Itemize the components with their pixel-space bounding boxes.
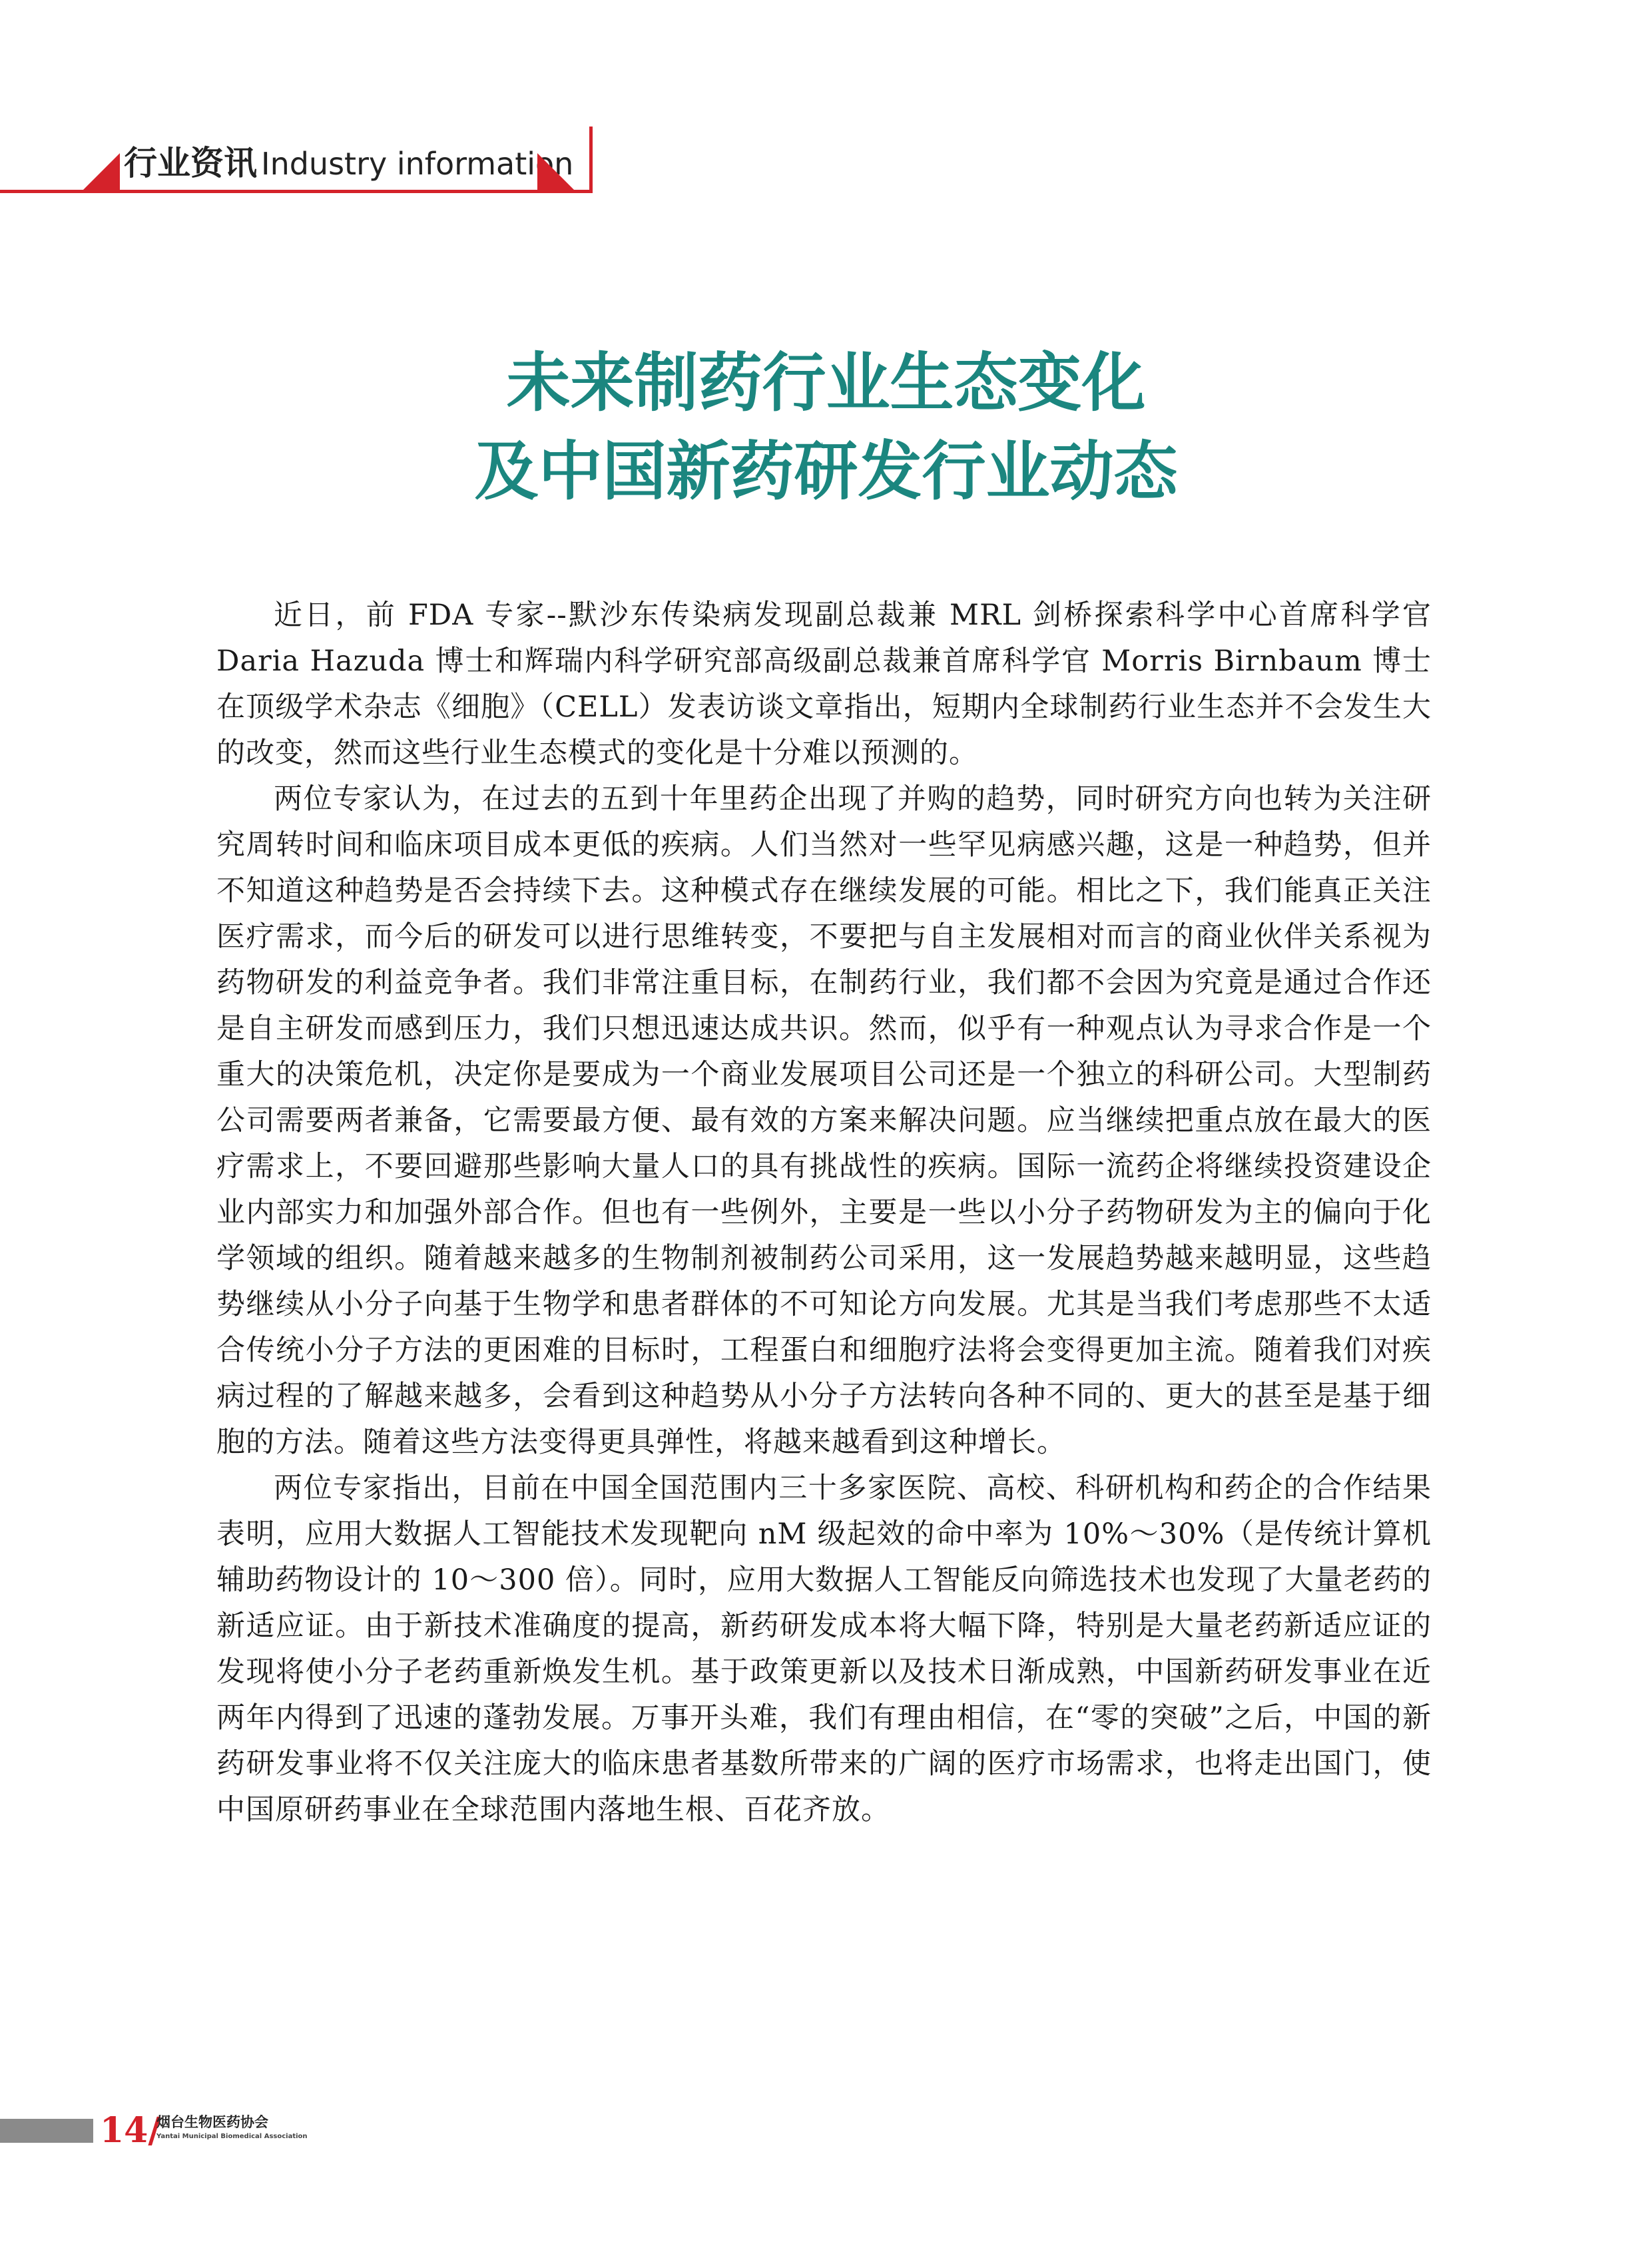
- section-label-cn: 行业资讯: [124, 144, 257, 182]
- header-divider-horizontal: [0, 190, 593, 193]
- footer-bar: [0, 2119, 93, 2143]
- paragraph-1: 近日，前 FDA 专家--默沙东传染病发现副总裁兼 MRL 剑桥探索科学中心首席科学官 Daria Hazuda 博士和辉瑞内科学研究部高级副总裁兼首席科学官 Morris Birnbaum 博士在顶级学术杂志《细胞》（CELL）发表访谈文章指出，短期内全球制药行业生态并不会发生大的改变，然而这些行业生态模式的变化是十分难以预测的。: [216, 599, 1432, 770]
- page-number: 14/: [100, 2110, 161, 2151]
- section-header: [0, 127, 593, 193]
- paragraph-2: 两位专家认为，在过去的五到十年里药企出现了并购的趋势，同时研究方向也转为关注研究周转时间和临床项目成本更低的疾病。人们当然对一些罕见病感兴趣，这是一种趋势，但并不知道这种趋势是否会持续下去。这种模式存在继续发展的可能。相比之下，我们能真正关注医疗需求，而今后的研发可以进行思维转变，不要把与自主发展相对而言的商业伙伴关系视为药物研发的利益竞争者。我们非常注重目标，在制药行业，我们都不会因为究竟是通过合作还是自主研发而感到压力，我们只想迅速达成共识。然而，似乎有一种观点认为寻求合作是一个重大的决策危机，决定你是要成为一个商业发展项目公司还是一个独立的科研公司。大型制药公司需要两者兼备，它需要最方便、最有效的方案来解决问题。应当继续把重点放在最大的医疗需求上，不要回避那些影响大量人口的具有挑战性的疾病。国际一流药企将继续投资建设企业内部实力和加强外部合作。但也有一些例外，主要是一些以小分子药物研发为主的偏向于化学领域的组织。随着越来越多的生物制剂被制药公司采用，这一发展趋势越来越明显，这些趋势继续从小分子向基于生物学和患者群体的不可知论方向发展。尤其是当我们考虑那些不太适合传统小分子方法的更困难的目标时，工程蛋白和细胞疗法将会变得更加主流。随着我们对疾病过程的了解越来越多，会看到这种趋势从小分子方法转向各种不同的、更大的甚至是基于细胞的方法。随着这些方法变得更具弹性，将越来越看到这种增长。: [216, 782, 1432, 1459]
- article-body: [216, 593, 1432, 1833]
- paragraph-3: 两位专家指出，目前在中国全国范围内三十多家医院、高校、科研机构和药企的合作结果表明，应用大数据人工智能技术发现靶向 nM 级起效的命中率为 10%～30%（是传统计算机辅助药物设计的 10～300 倍）。同时，应用大数据人工智能反向筛选技术也发现了大量老药的新适应证。由于新技术准确度的提高，新药研发成本将大幅下降，特别是大量老药新适应证的发现将使小分子老药重新焕发生机。基于政策更新以及技术日渐成熟，中国新药研发事业在近两年内得到了迅速的蓬勃发展。万事开头难，我们有理由相信，在“零的突破”之后，中国的新药研发事业将不仅关注庞大的临床患者基数所带来的广阔的医疗市场需求，也将走出国门，使中国原研药事业在全球范围内落地生根、百花齐放。: [216, 1472, 1432, 1826]
- header-triangle-left: [83, 153, 120, 190]
- footer-org-name: 烟台生物医药协会: [156, 2114, 268, 2130]
- article-title-line-1: 未来制药行业生态变化: [506, 346, 1146, 420]
- header-triangle-right: [537, 153, 574, 190]
- section-label-en: Industry information: [261, 146, 574, 182]
- section-label: [124, 141, 573, 186]
- article-title-line-2: 及中国新药研发行业动态: [474, 434, 1178, 509]
- footer-org-name-en: Yantai Municipal Biomedical Association: [156, 2133, 308, 2140]
- page-footer: [0, 2111, 466, 2151]
- header-divider-vertical: [589, 127, 593, 193]
